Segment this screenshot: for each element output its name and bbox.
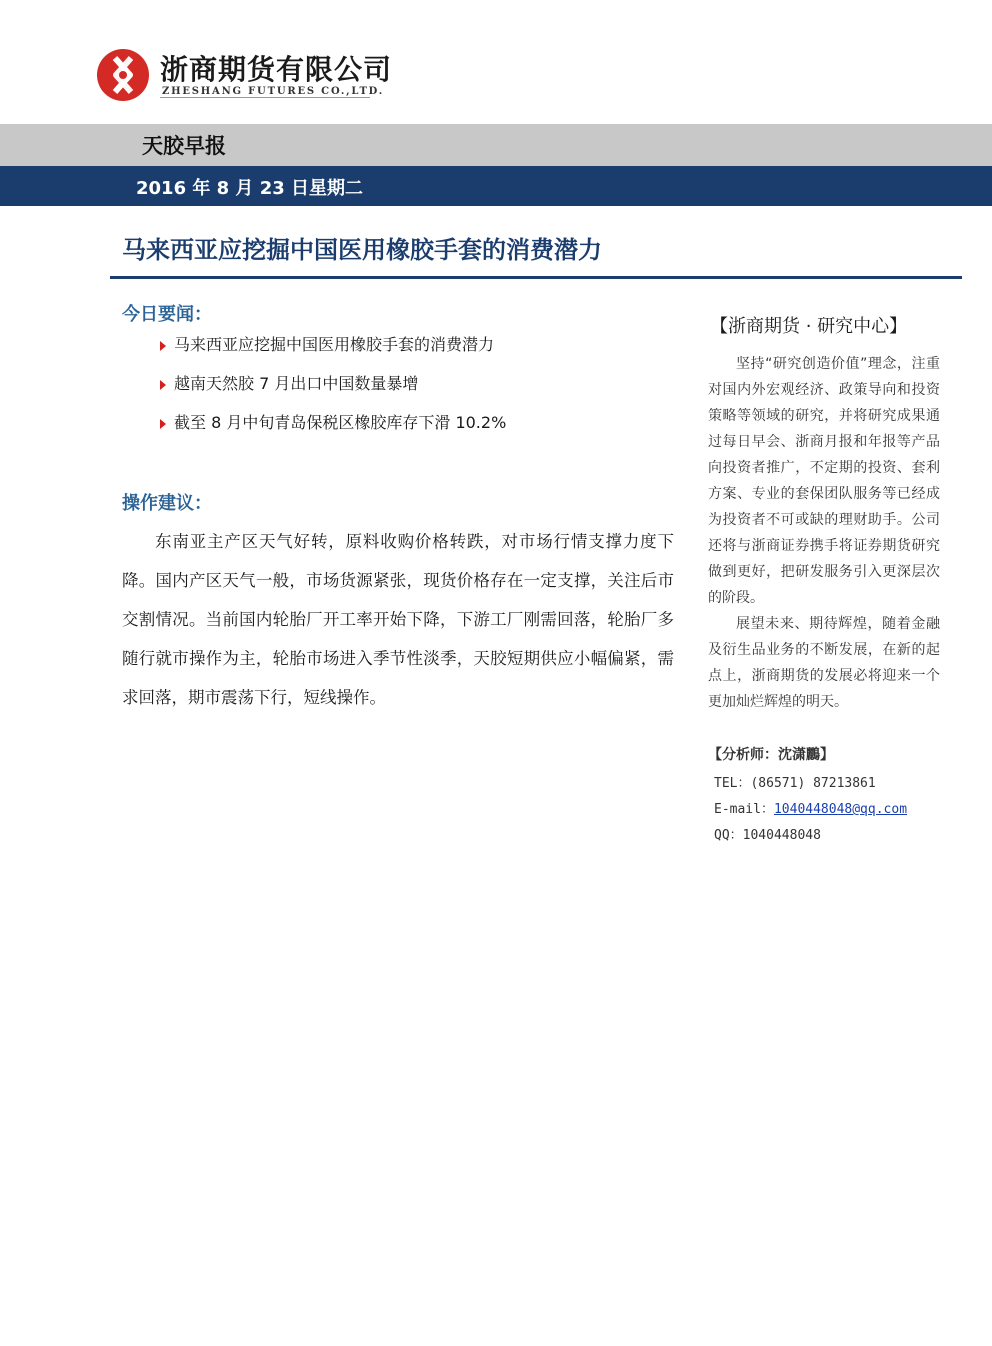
report-type-band bbox=[0, 124, 992, 166]
news-item bbox=[160, 411, 506, 450]
report-date: 2016 年 8 月 23 日星期二 bbox=[136, 178, 364, 199]
news-item-text: 越南天然胶 7 月出口中国数量暴增 bbox=[174, 374, 419, 393]
news-item bbox=[160, 372, 506, 411]
today-news-title: 今日要闻： bbox=[122, 304, 212, 325]
headline-divider bbox=[110, 276, 962, 279]
email-link[interactable]: 1040448048@qq.com bbox=[773, 802, 908, 817]
qq-value: 1040448048 bbox=[742, 828, 821, 843]
analyst-email bbox=[714, 798, 907, 817]
news-item-text: 截至 8 月中旬青岛保税区橡胶库存下滑 10.2% bbox=[174, 413, 507, 432]
advice-title: 操作建议： bbox=[122, 493, 212, 514]
qq-label: QQ： bbox=[714, 828, 743, 843]
tel-value: (86571) 87213861 bbox=[750, 776, 876, 791]
triangle-bullet-icon bbox=[160, 341, 166, 351]
company-logo-mark bbox=[96, 48, 150, 102]
tel-label: TEL： bbox=[714, 776, 751, 791]
company-logo bbox=[96, 46, 393, 104]
today-news-list bbox=[160, 333, 506, 450]
sidebar-outlook-paragraph: 展望未来、期待辉煌，随着金融及衍生品业务的不断发展，在新的起点上，浙商期货的发展必将迎来一个更加灿烂辉煌的明天。 bbox=[708, 616, 940, 710]
news-item-text: 马来西亚应挖掘中国医用橡胶手套的消费潜力 bbox=[174, 335, 495, 354]
analyst-title: 【分析师：沈潇鸝】 bbox=[708, 747, 834, 763]
logo-divider bbox=[160, 97, 370, 98]
email-label: E-mail： bbox=[714, 802, 774, 817]
sidebar-intro-paragraph: 坚持“研究创造价值”理念，注重对国内外宏观经济、政策导向和投资策略等领域的研究，并将研究成果通过每日早会、浙商月报和年报等产品向投资者推广，不定期的投资、套利方案、专业的套保团队服务等已经成为投资者不可或缺的理财助手。公司还将与浙商证券携手将证券期货研究做到更好，把研发服务引入更深层次的阶段。 bbox=[708, 356, 940, 606]
triangle-bullet-icon bbox=[160, 419, 166, 429]
news-item bbox=[160, 333, 506, 372]
advice-text: 东南亚主产区天气好转，原料收购价格转跌，对市场行情支撑力度下降。国内产区天气一般，市场货源紧张，现货价格存在一定支撑，关注后市交割情况。当前国内轮胎厂开工率开始下降，下游工厂刚需回落，轮胎厂多随行就市操作为主，轮胎市场进入季节性淡季，天胶短期供应小幅偏紧，需求回落，期市震荡下行，短线操作。 bbox=[122, 532, 674, 707]
sidebar-title: 【浙商期货 · 研究中心】 bbox=[710, 316, 908, 337]
report-headline: 马来西亚应挖掘中国医用橡胶手套的消费潜力 bbox=[122, 236, 602, 264]
company-name-cn: 浙商期货有限公司 bbox=[160, 53, 393, 86]
date-band bbox=[0, 166, 992, 206]
analyst-qq bbox=[714, 824, 821, 843]
analyst-tel bbox=[714, 772, 876, 791]
company-name-en: ZHESHANG FUTURES CO.,LTD. bbox=[162, 86, 385, 97]
triangle-bullet-icon bbox=[160, 380, 166, 390]
report-type: 天胶早报 bbox=[142, 134, 226, 158]
